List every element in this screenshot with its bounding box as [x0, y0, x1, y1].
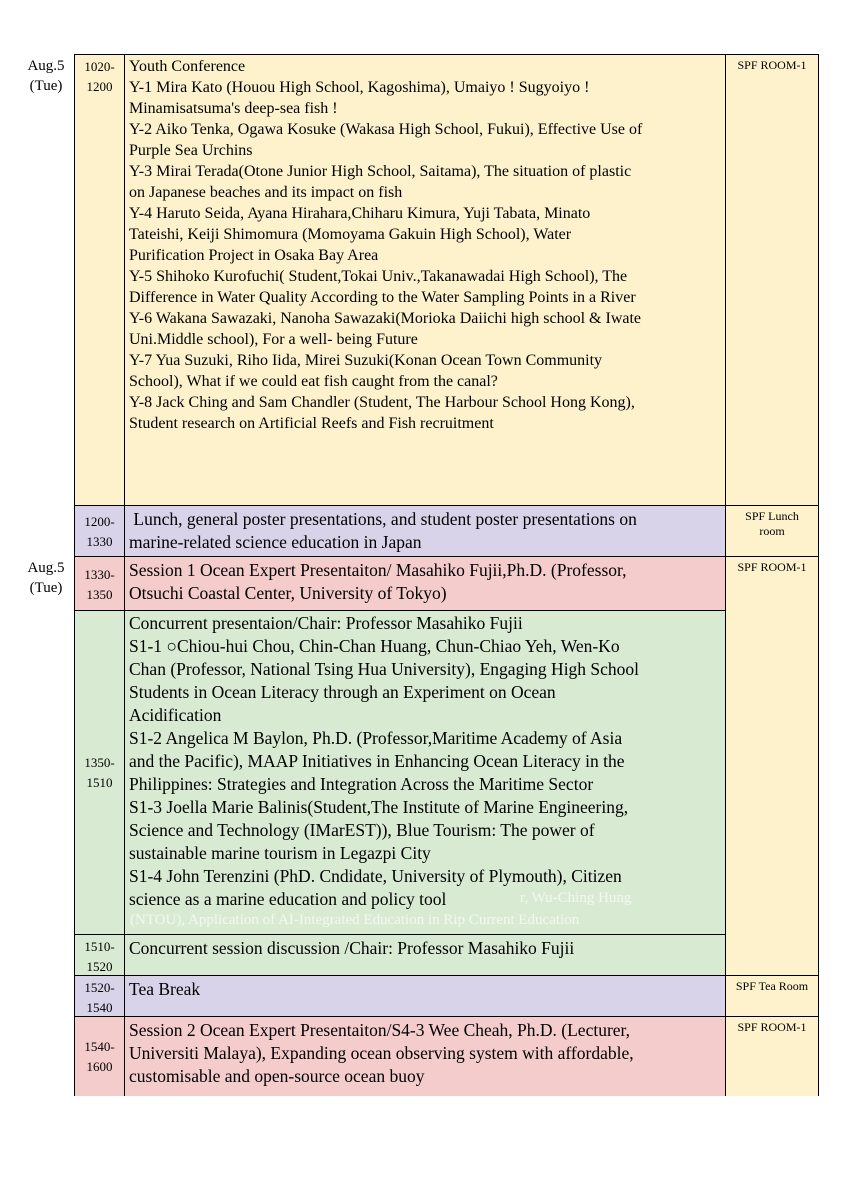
- youth-line: on Japanese beaches and its impact on fish: [129, 184, 403, 201]
- time-start: 1200-: [84, 514, 115, 529]
- youth-line: School), What if we could eat fish caught from the canal?: [129, 373, 498, 390]
- concurrent-line: Students in Ocean Literacy through an Experiment on Ocean: [129, 682, 556, 702]
- youth-time-cell: [74, 54, 125, 506]
- faint-bleed-text-1: r, Wu-Ching Hung: [520, 890, 632, 906]
- lunch-line-2: marine-related science education in Japan: [129, 532, 422, 552]
- concurrent-line: Chan (Professor, National Tsing Hua University), Engaging High School: [129, 659, 640, 679]
- concurrent-line: S1-2 Angelica M Baylon, Ph.D. (Professor,Maritime Academy of Asia: [129, 728, 623, 748]
- concurrent-line: S1-4 John Terenzini (PhD. Cndidate, University of Plymouth), Citizen: [129, 866, 622, 886]
- concurrent-line: Acidification: [129, 705, 222, 725]
- concurrent-presentations-content: [124, 610, 726, 935]
- date-day: Aug.5: [27, 560, 65, 576]
- time-start: 1020-: [84, 59, 115, 74]
- session2-content: [124, 1016, 726, 1096]
- concurrent-line: sustainable marine tourism in Legazpi City: [129, 843, 431, 863]
- youth-line: Student research on Artificial Reefs and Fish recruitment: [129, 415, 494, 432]
- time-end: 1600: [86, 1059, 113, 1074]
- concurrent-line: and the Pacific), MAAP Initiatives in Enhancing Ocean Literacy in the: [129, 751, 625, 771]
- room-label-2: room: [759, 524, 785, 538]
- youth-line: Y-2 Aiko Tenka, Ogawa Kosuke (Wakasa High School, Fukui), Effective Use of: [129, 121, 643, 138]
- youth-line: Y-1 Mira Kato (Houou High School, Kagoshima), Umaiyo ! Sugyoiyo !: [129, 79, 590, 96]
- session2-line-3: customisable and open-source ocean buoy: [129, 1066, 425, 1086]
- time-end: 1540: [86, 1000, 113, 1015]
- session1-time-cell: [74, 556, 125, 611]
- youth-line: Purification Project in Osaka Bay Area: [129, 247, 379, 264]
- session1-room-cell: [725, 556, 819, 976]
- room-label: SPF ROOM-1: [737, 560, 807, 574]
- session2-time-cell: [74, 1016, 125, 1096]
- date-cell-1: [18, 54, 75, 557]
- lunch-content: [124, 505, 726, 557]
- session1-content: [124, 556, 726, 611]
- discussion-content: [124, 934, 726, 976]
- date-cell-2: [18, 556, 75, 1096]
- tea-room-cell: [725, 975, 819, 1017]
- session2-line-1: Session 2 Ocean Expert Presentaiton/S4-3 Wee Cheah, Ph.D. (Lecturer,: [129, 1020, 631, 1040]
- tea-time-cell: [74, 975, 125, 1017]
- session1-line-2: Otsuchi Coastal Center, University of Tokyo): [129, 583, 447, 603]
- time-end: 1520: [86, 959, 113, 974]
- room-label: SPF Tea Room: [735, 979, 809, 993]
- date-weekday: (Tue): [29, 78, 63, 94]
- session2-line-2: Universiti Malaya), Expanding ocean observing system with affordable,: [129, 1043, 634, 1063]
- youth-line: Y-7 Yua Suzuki, Riho Iida, Mirei Suzuki(Konan Ocean Town Community: [129, 352, 603, 369]
- session1-line-1: Session 1 Ocean Expert Presentaiton/ Masahiko Fujii,Ph.D. (Professor,: [129, 560, 627, 580]
- lunch-time-cell: [74, 505, 125, 557]
- lunch-line-1: Lunch, general poster presentations, and student poster presentations on: [129, 509, 637, 529]
- time-start: 1520-: [84, 980, 115, 995]
- concurrent-line: Philippines: Strategies and Integration Across the Maritime Sector: [129, 774, 594, 794]
- session2-room-cell: [725, 1016, 819, 1096]
- time-start: 1540-: [84, 1039, 115, 1054]
- time-end: 1350: [86, 587, 113, 602]
- youth-line: Uni.Middle school), For a well- being Future: [129, 331, 418, 348]
- youth-line: Difference in Water Quality According to the Water Sampling Points in a River: [129, 289, 636, 306]
- time-start: 1350-: [84, 755, 115, 770]
- lunch-room-cell: [725, 505, 819, 557]
- tea-break-content: [124, 975, 726, 1017]
- youth-line: Y-3 Mirai Terada(Otone Junior High School, Saitama), The situation of plastic: [129, 163, 632, 180]
- youth-line: Minamisatsuma's deep-sea fish !: [129, 100, 338, 117]
- youth-line: Y-5 Shihoko Kurofuchi( Student,Tokai Univ.,Takanawadai High School), The: [129, 268, 628, 285]
- room-label: SPF ROOM-1: [737, 1020, 807, 1034]
- concurrent-line: S1-3 Joella Marie Balinis(Student,The Institute of Marine Engineering,: [129, 797, 629, 817]
- date-day: Aug.5: [27, 58, 65, 74]
- date-weekday: (Tue): [29, 580, 63, 596]
- room-label-1: SPF Lunch: [745, 509, 799, 523]
- discussion-time-cell: [74, 934, 125, 976]
- youth-line: Purple Sea Urchins: [129, 142, 253, 159]
- faint-bleed-text-2: (NTOU), Application of AI-Integrated Education in Rip Current Education: [130, 912, 580, 928]
- concurrent-line: S1-1 ○Chiou-hui Chou, Chin-Chan Huang, Chun-Chiao Yeh, Wen-Ko: [129, 636, 620, 656]
- youth-conference-content: [124, 54, 726, 506]
- time-end: 1510: [86, 775, 113, 790]
- time-start: 1510-: [84, 939, 115, 954]
- time-start: 1330-: [84, 567, 115, 582]
- concurrent-line: Science and Technology (IMarEST)), Blue Tourism: The power of: [129, 820, 595, 840]
- youth-line: Youth Conference: [129, 58, 246, 75]
- concurrent-line: science as a marine education and policy tool: [129, 889, 447, 909]
- tea-text: Tea Break: [129, 979, 201, 999]
- youth-room-cell: [725, 54, 819, 506]
- youth-line: Y-8 Jack Ching and Sam Chandler (Student, The Harbour School Hong Kong),: [129, 394, 635, 411]
- time-end: 1330: [86, 534, 113, 549]
- youth-line: Tateishi, Keiji Shimomura (Momoyama Gakuin High School), Water: [129, 226, 572, 243]
- discussion-text: Concurrent session discussion /Chair: Professor Masahiko Fujii: [129, 938, 575, 958]
- youth-line: Y-6 Wakana Sawazaki, Nanoha Sawazaki(Morioka Daiichi high school & Iwate: [129, 310, 642, 327]
- room-label: SPF ROOM-1: [737, 58, 807, 72]
- time-end: 1200: [86, 79, 113, 94]
- youth-line: Y-4 Haruto Seida, Ayana Hirahara,Chiharu Kimura, Yuji Tabata, Minato: [129, 205, 591, 222]
- concurrent-line: Concurrent presentaion/Chair: Professor Masahiko Fujii: [129, 613, 523, 633]
- concurrent-time-cell: [74, 610, 125, 935]
